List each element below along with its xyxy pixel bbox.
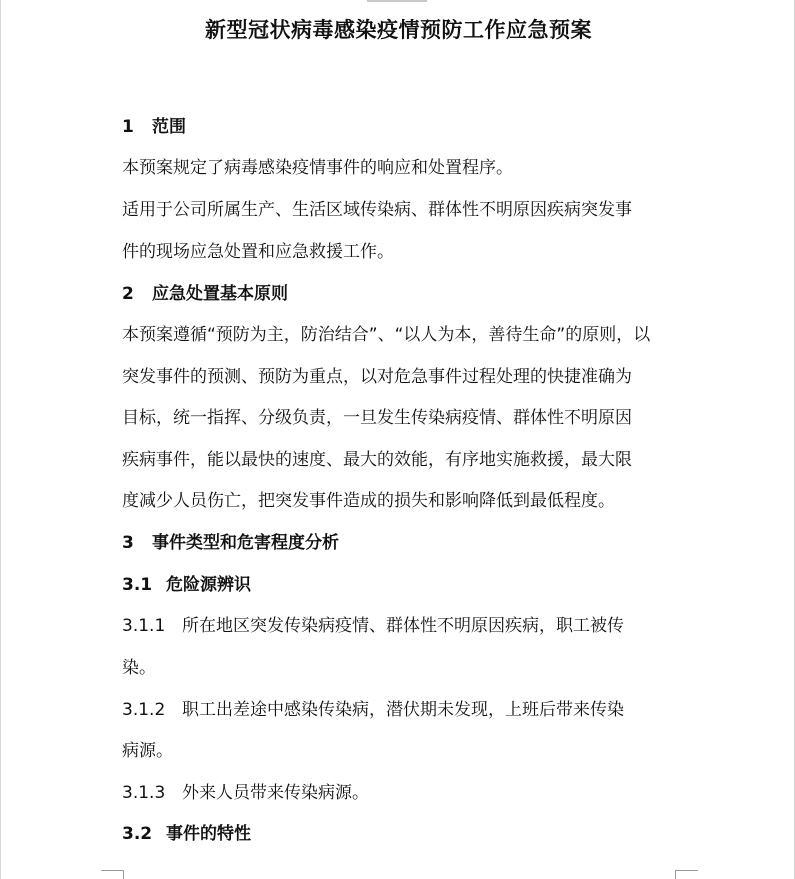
section-title: 事件类型和危害程度分析 <box>152 533 339 553</box>
item-number: 3.1.2 <box>122 700 166 720</box>
list-item-3-1-3 <box>122 781 369 805</box>
margin-corner-mark <box>675 870 698 879</box>
section-number: 3 <box>122 533 134 553</box>
item-text: 外来人员带来传染病源。 <box>182 783 369 803</box>
section-number: 3.1 <box>122 575 153 595</box>
paragraph-line: 突发事件的预测、预防为重点，以对危急事件过程处理的快捷准确为 <box>122 367 632 387</box>
margin-corner-mark <box>101 870 124 879</box>
section-title: 范围 <box>152 117 186 137</box>
item-number: 3.1.1 <box>122 616 166 636</box>
paragraph-line: 适用于公司所属生产、生活区域传染病、群体性不明原因疾病突发事 <box>122 200 632 220</box>
section-title: 危险源辨识 <box>166 575 251 595</box>
subsection-heading-3-2 <box>122 822 251 846</box>
list-item-continuation: 病源。 <box>122 741 173 761</box>
item-text: 职工出差途中感染传染病，潜伏期未发现，上班后带来传染 <box>182 700 624 720</box>
list-item-3-1-2 <box>122 698 624 722</box>
section-title: 应急处置基本原则 <box>152 284 288 304</box>
document-title: 新型冠状病毒感染疫情预防工作应急预案 <box>205 17 592 42</box>
list-item-continuation: 染。 <box>122 658 156 678</box>
paragraph-line: 疾病事件，能以最快的速度、最大的效能，有序地实施救援，最大限 <box>122 450 632 470</box>
paragraph-line: 件的现场应急处置和应急救援工作。 <box>122 242 394 262</box>
section-title: 事件的特性 <box>166 824 251 844</box>
section-heading-3 <box>122 531 339 555</box>
paragraph-line: 本预案遵循“预防为主，防治结合”、“以人为本，善待生命”的原则，以 <box>122 325 651 345</box>
section-number: 3.2 <box>122 824 153 844</box>
item-number: 3.1.3 <box>122 783 166 803</box>
item-text: 所在地区突发传染病疫情、群体性不明原因疾病，职工被传 <box>182 616 624 636</box>
paragraph-line: 目标，统一指挥、分级负责，一旦发生传染病疫情、群体性不明原因 <box>122 408 632 428</box>
section-number: 1 <box>122 117 134 137</box>
page-top-marker <box>367 0 427 2</box>
section-number: 2 <box>122 284 134 304</box>
section-heading-2 <box>122 282 288 306</box>
section-heading-1 <box>122 115 186 139</box>
list-item-3-1-1 <box>122 614 624 638</box>
paragraph-line: 度减少人员伤亡，把突发事件造成的损失和影响降低到最低程度。 <box>122 491 615 511</box>
subsection-heading-3-1 <box>122 573 251 597</box>
paragraph: 本预案规定了病毒感染疫情事件的响应和处置程序。 <box>122 158 513 178</box>
